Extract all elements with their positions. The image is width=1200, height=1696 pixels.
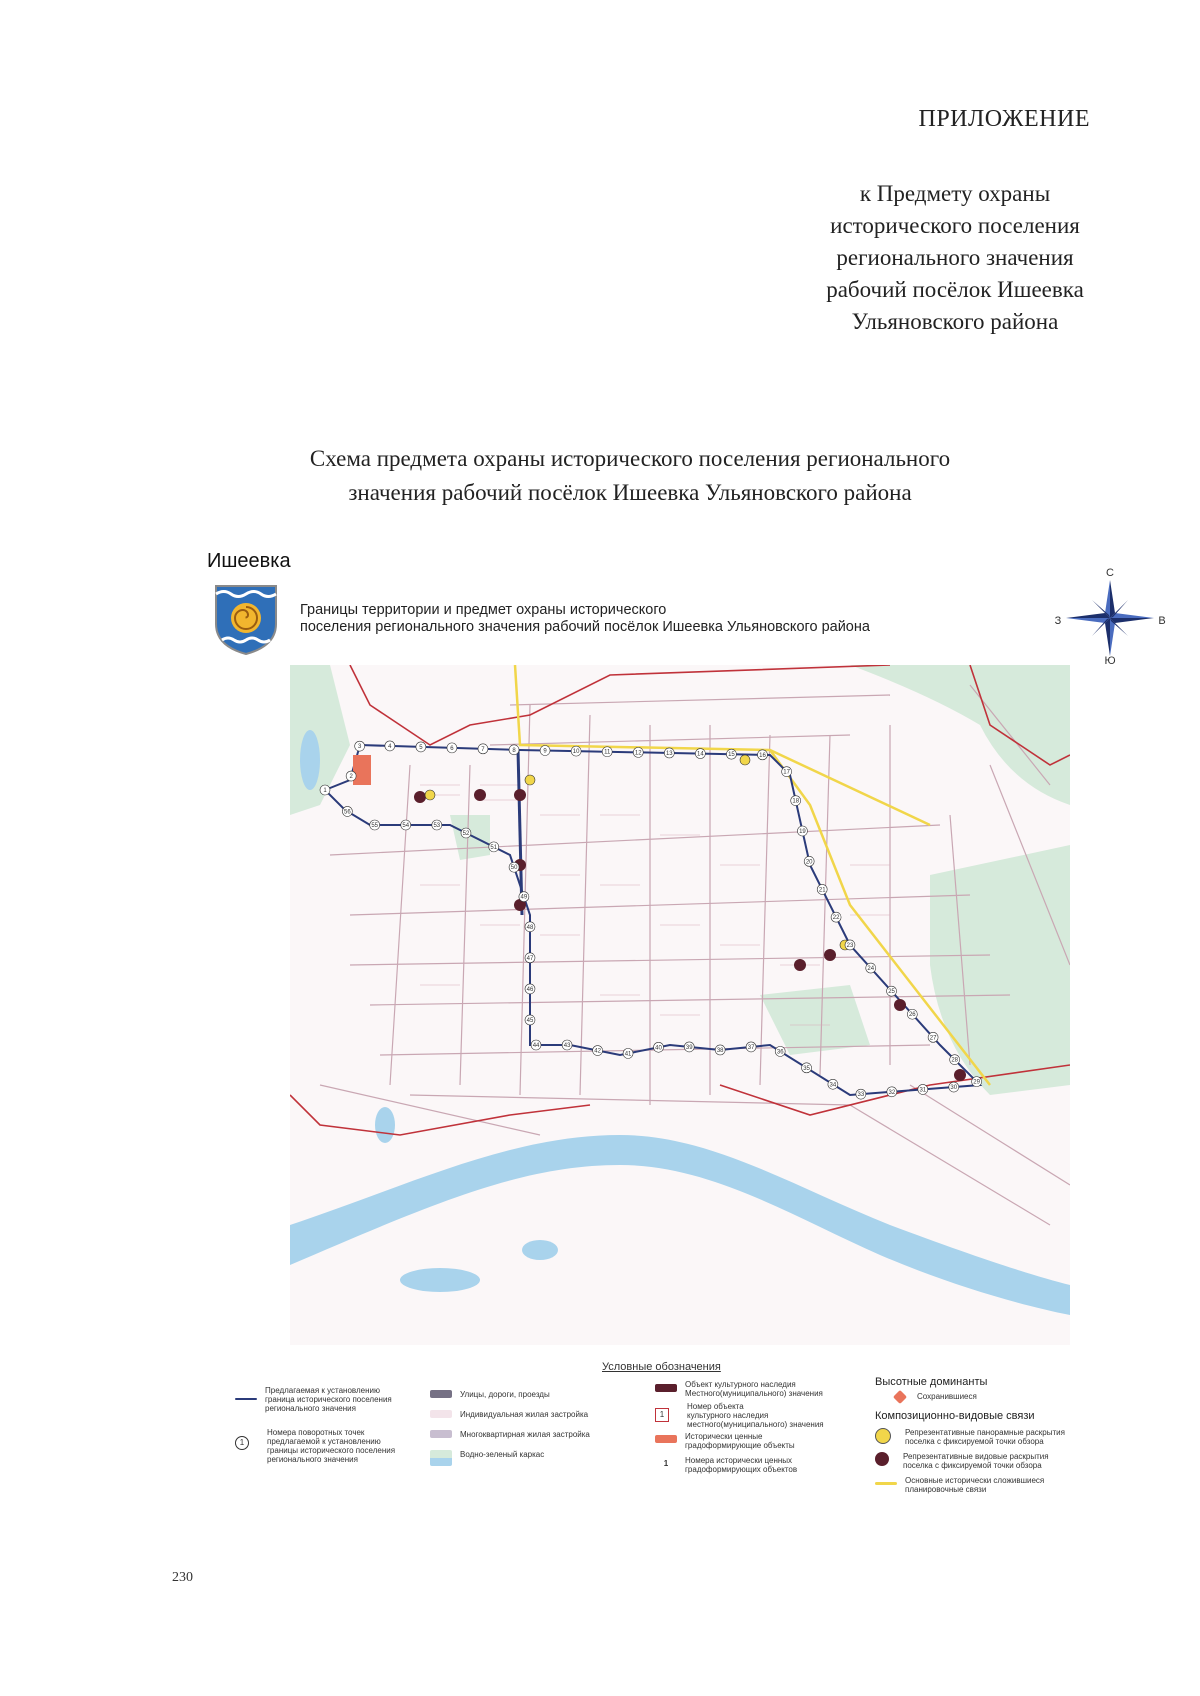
turn-point-label: 24 [867,966,875,973]
map-heading [300,602,870,636]
legend-boundary: Предлагаемая к установлению граница исторического поселения регионального значения [235,1386,392,1413]
map-heading-line: Границы территории и предмет охраны исторического [300,602,667,618]
subtitle-line: исторического поселения [830,213,1080,238]
turn-point-label: 53 [433,823,441,829]
scheme-title [200,442,1060,510]
compass-rose-icon [1048,566,1168,666]
turn-point-label: 1 [323,788,327,794]
turn-point-label: 52 [462,830,470,837]
turn-point-label: 48 [526,924,534,931]
turn-point-label: 15 [728,752,735,759]
heritage-marker [824,949,836,961]
legend-planning: Основные исторически сложившиеся планировочные связи [875,1476,1044,1494]
turn-point-label: 42 [594,1048,601,1055]
turn-point-label: 5 [419,744,423,751]
legend-streets: Улицы, дороги, проезды [430,1390,550,1399]
dominant-1 [425,790,435,800]
turn-point-label: 31 [919,1087,927,1094]
turn-point-label: 32 [888,1089,896,1096]
legend-individual: Индивидуальная жилая застройка [430,1410,588,1419]
turn-point-label: 3 [357,744,362,751]
turn-point-label: 33 [857,1092,865,1099]
historic-building-marker [353,755,371,785]
turn-point-label: 26 [908,1012,916,1019]
compass-n: С [1106,567,1114,579]
dominant-2 [525,775,535,785]
turn-point-label: 19 [799,829,806,836]
turn-point-label: 39 [685,1044,693,1051]
turn-point-label: 20 [805,859,813,866]
turn-point-label: 9 [543,748,547,755]
heritage-marker [514,789,526,801]
page-number: 230 [172,1570,193,1585]
turn-point-label: 2 [349,774,353,781]
turn-point-label: 8 [512,747,516,754]
legend-view: Репрезентативные видовые раскрытия поселка с фиксируемой точки обзора [875,1452,1049,1470]
legend-composition-title: Композиционно-видовые связи [875,1410,1035,1422]
legend-heritage: Объект культурного наследия Местного(муниципального) значения [655,1380,823,1398]
map-heading-line: поселения регионального значения рабочий посёлок Ишеевка Ульяновского района [300,619,870,635]
legend-historic-numbers: 1 Номера исторически ценных градоформирующих объектов [663,1456,798,1474]
legend-turn-points: 1 Номера поворотных точек предлагаемой к установлению границы исторического поселения регионального значения [235,1428,395,1464]
turn-point-label: 27 [929,1035,937,1042]
turn-point-label: 6 [450,745,454,752]
turn-point-label: 29 [973,1079,980,1086]
heritage-marker [894,999,906,1011]
legend-title: Условные обозначения [602,1361,721,1373]
turn-point-label: 47 [526,955,534,962]
turn-point-label: 55 [371,823,379,829]
heritage-marker [414,791,426,803]
legend-water-green: Водно-зеленый каркас [430,1450,544,1466]
compass-w: З [1054,615,1062,627]
turn-point-label: 41 [624,1051,632,1058]
turn-point-label: 22 [832,915,840,922]
compass-s: Ю [1104,655,1116,666]
turn-point-label: 37 [747,1044,755,1051]
turn-point-label: 45 [526,1017,534,1024]
legend-historic-valuable: Исторически ценные градоформирующие объекты [655,1432,795,1450]
turn-point-label: 12 [634,750,642,757]
turn-point-label: 38 [716,1047,724,1054]
legend-preserved: Сохранившиеся [895,1392,977,1402]
turn-point-label: 21 [818,887,826,894]
dominant-3 [740,755,750,765]
legend-dominants-title: Высотные доминанты [875,1376,988,1388]
subtitle-line: Ульяновского района [851,309,1059,334]
compass-e: В [1158,615,1166,627]
turn-point-label: 4 [388,743,392,750]
turn-point-label: 25 [888,989,895,996]
turn-point-label: 50 [510,865,518,872]
subtitle-line: рабочий посёлок Ишеевка [826,277,1084,302]
turn-point-label: 44 [532,1043,540,1049]
turn-point-label: 56 [344,809,351,816]
legend-panoramic: Репрезентативные панорамные раскрытия поселка с фиксируемой точки обзора [875,1428,1065,1446]
turn-point-label: 35 [803,1065,810,1072]
legend-multi: Многоквартирная жилая застройка [430,1430,590,1439]
turn-point-label: 7 [481,746,485,753]
legend-heritage-number: 1 Номер объекта культурного наследия местного(муниципального) значения [655,1402,824,1429]
turn-point-label: 11 [604,749,611,756]
heritage-marker [794,959,806,971]
turn-point-label: 43 [563,1043,571,1049]
turn-point-label: 14 [697,751,704,758]
turn-point-label: 18 [792,798,800,805]
turn-point-label: 54 [402,823,410,829]
turn-point-label: 16 [759,752,766,759]
turn-point-label: 23 [846,942,854,949]
turn-point-label: 46 [526,986,534,993]
scheme-title-line: значения рабочий посёлок Ишеевка Ульяновского района [348,480,912,505]
turn-point-label: 30 [950,1085,958,1092]
heritage-marker [474,789,486,801]
subtitle-line: к Предмету охраны [859,181,1051,206]
subtitle-line: регионального значения [836,245,1074,270]
turn-point-label: 49 [520,894,528,901]
legend [235,1376,1085,1520]
heritage-marker [954,1069,966,1081]
turn-point-label: 13 [665,750,673,757]
turn-point-label: 28 [951,1057,959,1064]
appendix-subtitle [780,178,1130,338]
turn-point-label: 10 [572,749,580,756]
turn-point-label: 51 [490,844,498,851]
place-name: Ишеевка [207,550,291,572]
appendix-title: ПРИЛОЖЕНИЕ [918,106,1090,132]
turn-point-label: 17 [783,769,790,776]
coat-of-arms-icon [214,584,278,656]
scheme-title-line: Схема предмета охраны исторического поселения регионального [309,446,951,471]
turn-point-label: 36 [776,1049,784,1056]
settlement-map [290,665,1070,1345]
turn-point-label: 40 [655,1045,662,1052]
turn-point-label: 34 [829,1082,837,1089]
